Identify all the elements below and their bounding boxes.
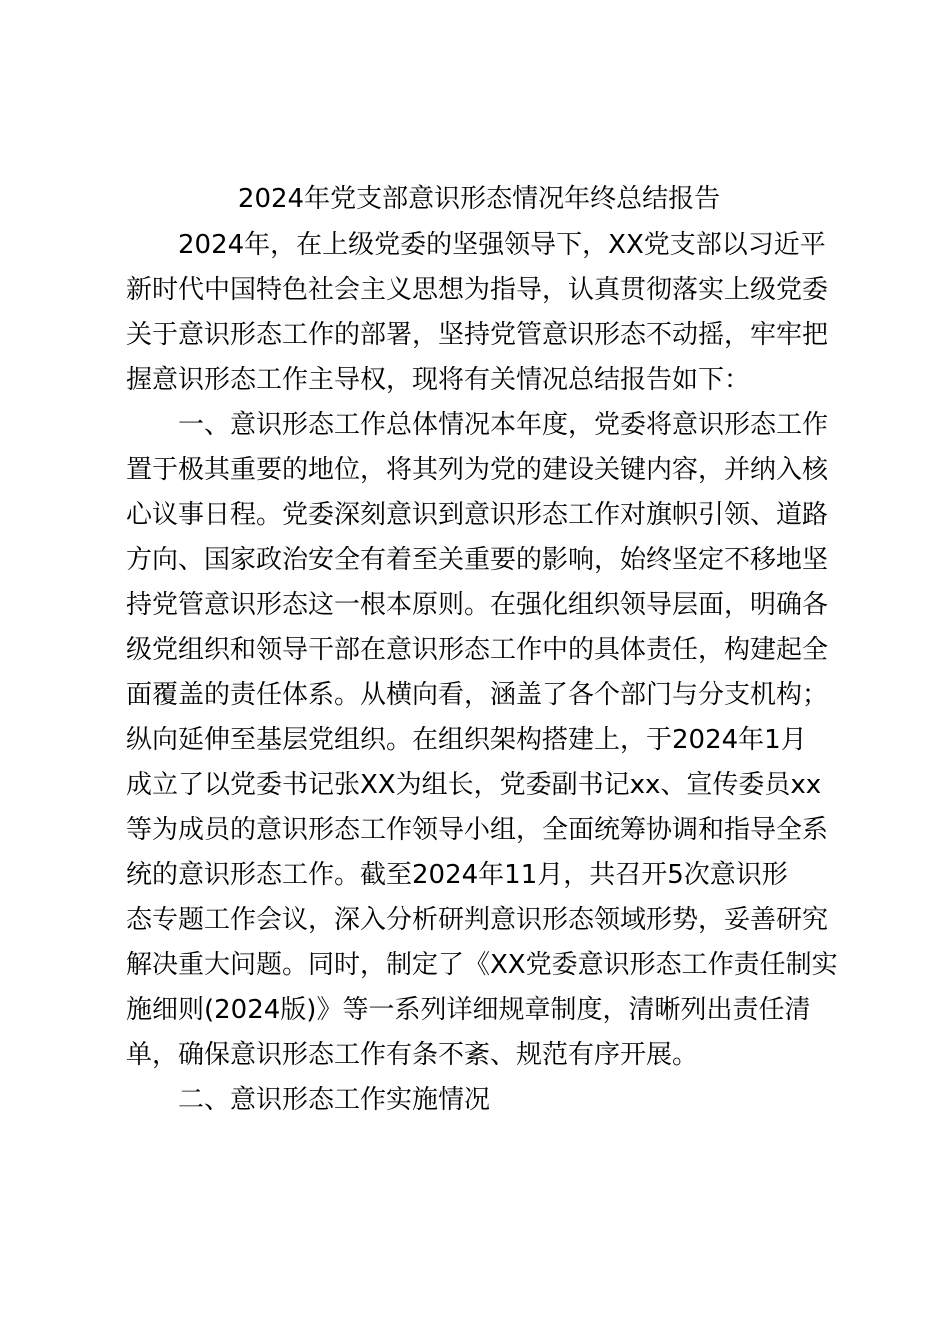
body-line: 级党组织和领导干部在意识形态工作中的具体责任，构建起全 (126, 635, 829, 665)
document-title: 2024年党支部意识形态情况年终总结报告 (237, 184, 721, 214)
body-line: 解决重大问题。同时，制定了《XX党委意识形态工作责任制实 (126, 950, 838, 980)
body-line: 施细则(2024版)》等一系列详细规章制度，清晰列出责任清 (126, 995, 811, 1025)
body-line: 态专题工作会议，深入分析研判意识形态领域形势，妥善研究 (126, 905, 829, 935)
body-line: 关于意识形态工作的部署，坚持党管意识形态不动摇，牢牢把 (126, 320, 829, 350)
body-line: 持党管意识形态这一根本原则。在强化组织领导层面，明确各 (126, 590, 829, 620)
body-line: 握意识形态工作主导权，现将有关情况总结报告如下： (126, 365, 751, 395)
section-heading-1: 一、意识形态工作总体情况本年度，党委将意识形态工作 (126, 410, 829, 440)
body-line: 统的意识形态工作。截至2024年11月，共召开5次意识形 (126, 860, 788, 890)
body-line: 面覆盖的责任体系。从横向看，涵盖了各个部门与分支机构； (126, 680, 829, 710)
body-line: 等为成员的意识形态工作领导小组，全面统筹协调和指导全系 (126, 815, 829, 845)
body-line: 纵向延伸至基层党组织。在组织架构搭建上，于2024年1月 (126, 725, 807, 755)
body-line: 方向、国家政治安全有着至关重要的影响，始终坚定不移地坚 (126, 545, 829, 575)
body-line: 新时代中国特色社会主义思想为指导，认真贯彻落实上级党委 (126, 275, 829, 305)
section-heading-2: 二、意识形态工作实施情况 (126, 1085, 491, 1115)
body-line: 2024年，在上级党委的坚强领导下，XX党支部以习近平 (126, 230, 826, 260)
body-line: 心议事日程。党委深刻意识到意识形态工作对旗帜引领、道路 (126, 500, 829, 530)
body-line: 置于极其重要的地位，将其列为党的建设关键内容，并纳入核 (126, 455, 829, 485)
body-line: 成立了以党委书记张XX为组长，党委副书记xx、宣传委员xx (126, 770, 822, 800)
body-line: 单，确保意识形态工作有条不紊、规范有序开展。 (126, 1040, 699, 1070)
